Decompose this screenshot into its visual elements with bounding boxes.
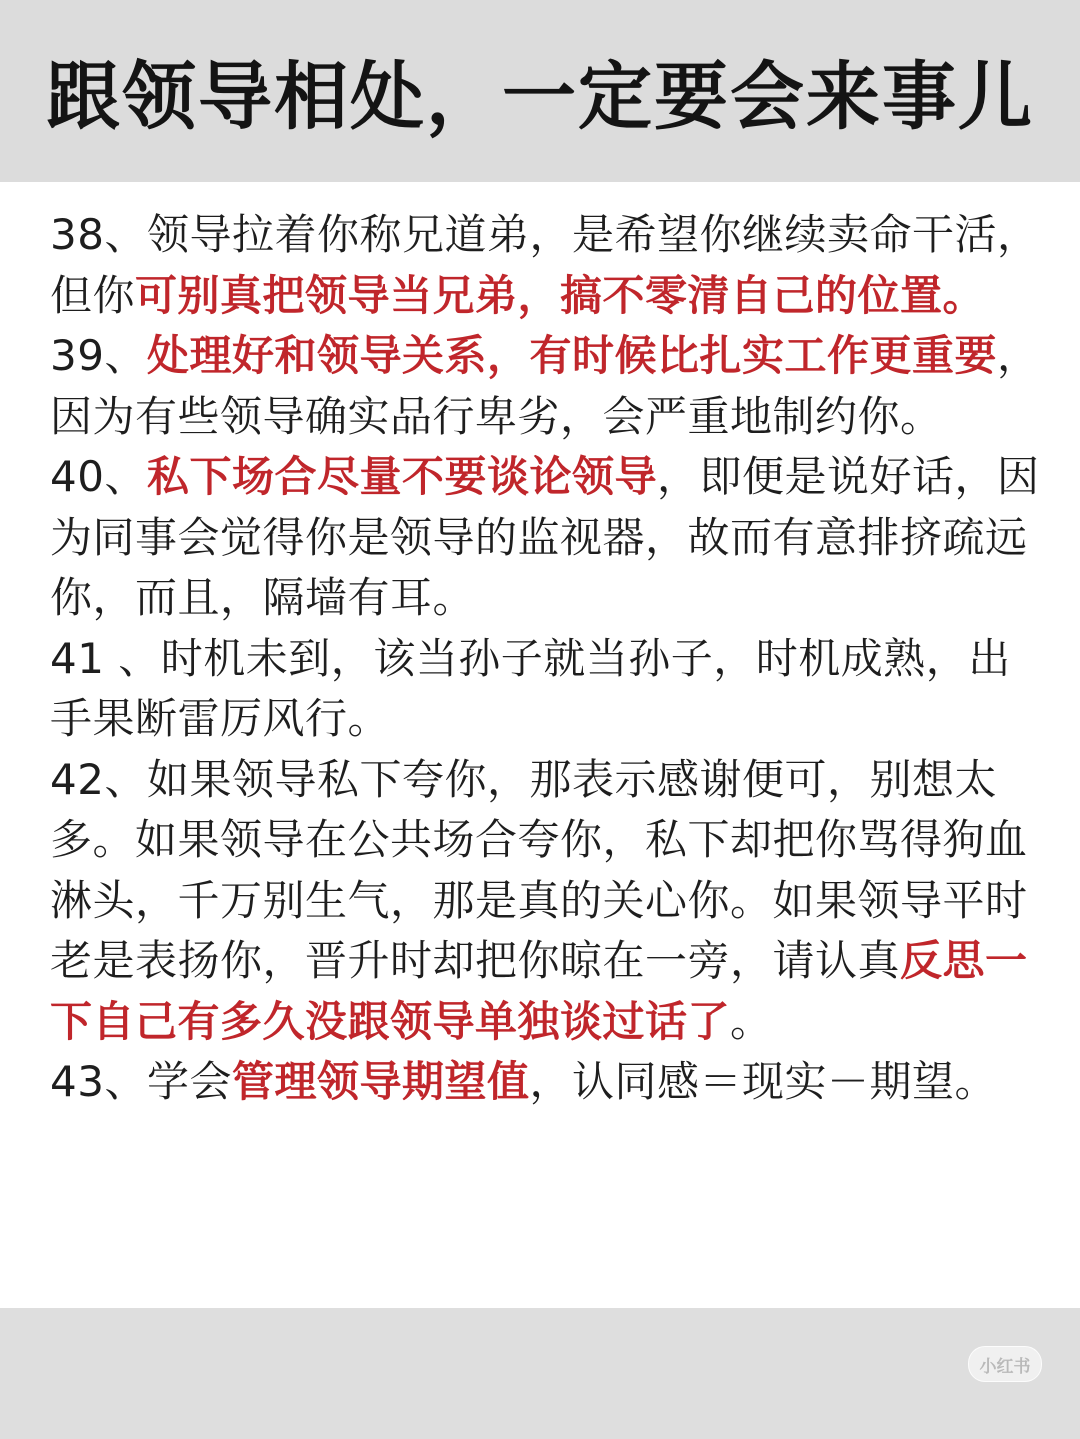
- tip-item-39: [50, 326, 1040, 447]
- tip-text: 39、: [50, 331, 147, 380]
- content-panel: [0, 182, 1080, 1308]
- tip-text: 42、如果领导私下夸你，那表示感谢便可，别想太多。如果领导在公共场合夸你，私下却把你骂得狗血淋头，千万别生气，那是真的关心你。如果领导平时老是表扬你，晋升时却把你晾在一旁，请认真: [50, 754, 1028, 985]
- watermark-text: 小红书: [979, 1356, 1031, 1377]
- header-band: [0, 0, 1080, 182]
- xiaohongshu-watermark: [968, 1346, 1042, 1382]
- page-title: 跟领导相处，一定要会来事儿: [46, 54, 1034, 140]
- tip-text: 41 、时机未到，该当孙子就当孙子，时机成熟，出手果断雷厉风行。: [50, 633, 1011, 743]
- tip-item-41: [50, 629, 1040, 750]
- tip-item-40: [50, 447, 1040, 629]
- footer-band: [0, 1308, 1080, 1439]
- tip-text: 38、领导拉着你称兄道弟，是希望你继续卖命干活，但你: [50, 210, 1040, 320]
- tip-text: 。: [730, 996, 773, 1046]
- tip-text: ，即便是说好话，因为同事会觉得你是领导的监视器，故而有意排挤疏远你，而且，隔墙有耳。: [50, 452, 1040, 622]
- tip-item-42: [50, 750, 1040, 1053]
- tip-highlight: 处理好和领导关系，有时候比扎实工作更重要: [146, 331, 997, 380]
- tips-list: [50, 205, 1040, 1113]
- tip-text: ，认同感＝现实－期望。: [529, 1057, 997, 1106]
- tip-highlight: 管理领导期望值: [231, 1057, 530, 1106]
- tip-item-38: [50, 205, 1040, 326]
- tip-text: ，因为有些领导确实品行卑劣，会严重地制约你。: [50, 331, 1040, 441]
- tip-text: 43、学会: [50, 1057, 232, 1106]
- tip-item-43: [50, 1052, 1040, 1113]
- tip-highlight: 反思一下自己有多久没跟领导单独谈过话了: [50, 936, 1028, 1046]
- tip-highlight: 私下场合尽量不要谈论领导: [146, 452, 657, 501]
- tip-highlight: 可别真把领导当兄弟，搞不零清自己的位置。: [135, 270, 986, 320]
- tip-text: 40、: [50, 452, 147, 501]
